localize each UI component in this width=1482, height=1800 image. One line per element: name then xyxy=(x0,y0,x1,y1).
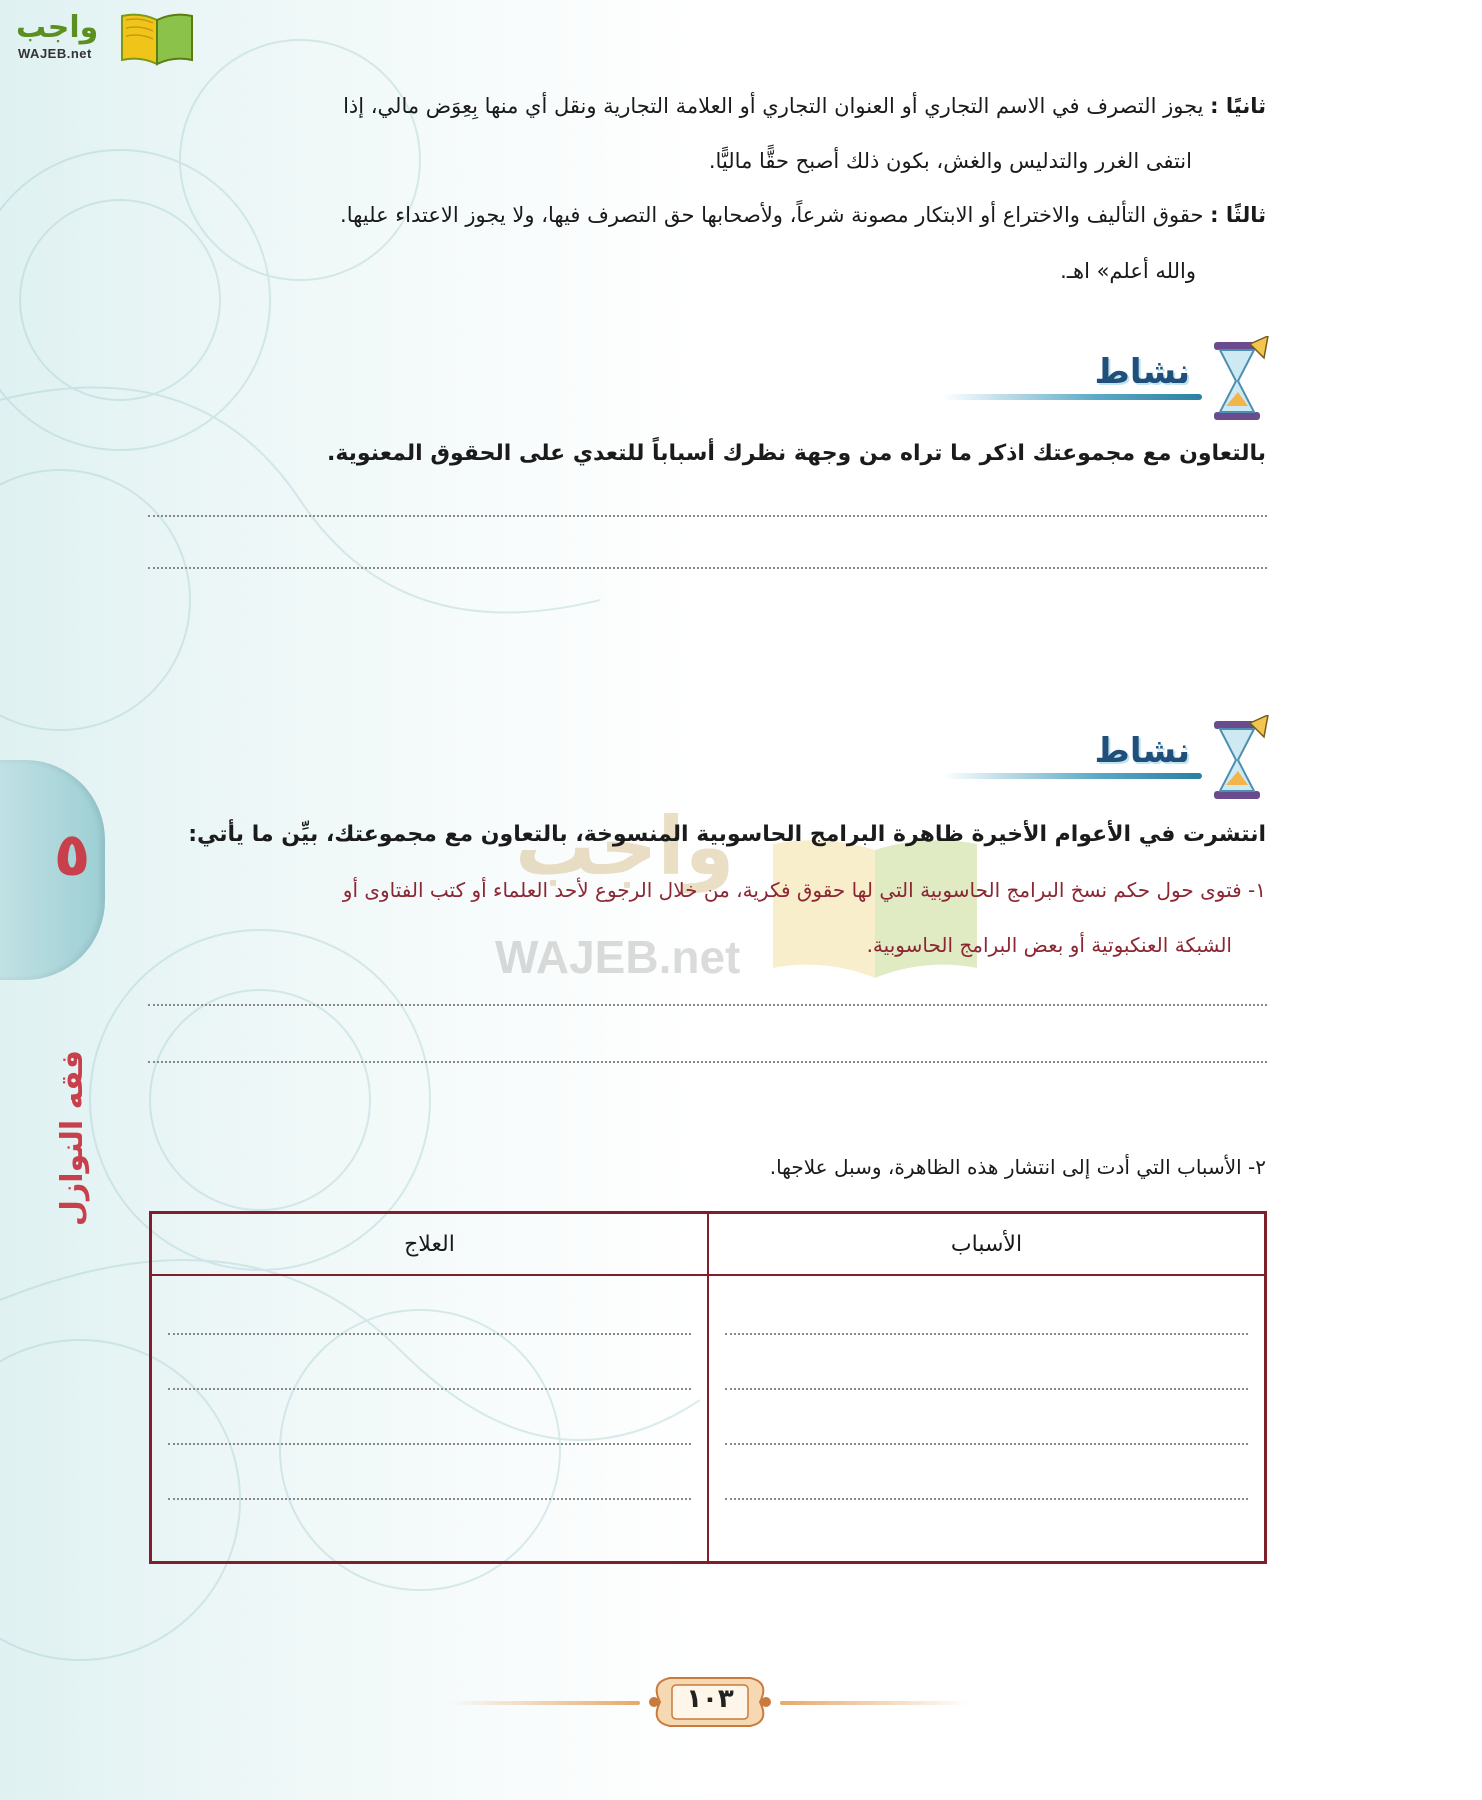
answer-line[interactable] xyxy=(148,1061,1267,1063)
logo-text-en: WAJEB.net xyxy=(18,46,92,61)
table-header-row xyxy=(151,1213,1266,1276)
answer-line[interactable] xyxy=(148,1004,1267,1006)
page-number-ornament xyxy=(450,1672,970,1732)
treatment-lines xyxy=(168,1276,691,1561)
logo-text-ar: واجب xyxy=(16,10,99,45)
answer-line[interactable] xyxy=(168,1333,691,1335)
activity-banner-2 xyxy=(922,715,1282,805)
unit-title: فقه النوازل xyxy=(55,1050,90,1227)
header-causes: الأسباب xyxy=(708,1213,1266,1276)
ornament-line-left xyxy=(450,1701,640,1705)
hourglass-icon xyxy=(1192,336,1282,426)
answer-line[interactable] xyxy=(725,1333,1248,1335)
task-two-text: ٢- الأسباب التي أدت إلى انتشار هذه الظاهرة، وسبل علاجها. xyxy=(769,1155,1266,1179)
item-three-text: حقوق التأليف والاختراع أو الابتكار مصونة شرعاً، ولأصحابها حق التصرف فيها، ولا يجوز الاعتداء عليها. xyxy=(340,203,1204,227)
answer-line[interactable] xyxy=(168,1388,691,1390)
closing-text: والله أعلم» اهـ. xyxy=(1060,259,1196,283)
item-three-paragraph xyxy=(206,202,1266,229)
header-treatment: العلاج xyxy=(151,1213,709,1276)
item-two-continuation: انتفى الغرر والتدليس والغش، بكون ذلك أصبح حقًّا ماليًّا. xyxy=(708,149,1192,173)
activity-one-question: بالتعاون مع مجموعتك اذكر ما تراه من وجهة نظرك أسباباً للتعدي على الحقوق المعنوية. xyxy=(326,441,1266,466)
answer-line[interactable] xyxy=(725,1498,1248,1500)
activity-title-1: نشاط xyxy=(1094,352,1190,392)
answer-line[interactable] xyxy=(725,1443,1248,1445)
table-row xyxy=(151,1275,1266,1563)
answer-line[interactable] xyxy=(168,1498,691,1500)
watermark-text-en: WAJEB.net xyxy=(495,931,741,983)
brand-logo xyxy=(10,6,190,68)
hourglass-icon xyxy=(1192,715,1282,805)
treatment-cell[interactable] xyxy=(151,1275,709,1563)
unit-number: ٥ xyxy=(53,820,91,890)
activity-two-question: انتشرت في الأعوام الأخيرة ظاهرة البرامج الحاسوبية المنسوخة، بالتعاون مع مجموعتك، بيِّن ما يأتي: xyxy=(188,822,1266,847)
causes-lines xyxy=(725,1276,1248,1561)
task-one-line1: ١- فتوى حول حكم نسخ البرامج الحاسوبية التي لها حقوق فكرية، من خلال الرجوع لأحد العلماء أو كتب الفتاوى أو xyxy=(342,878,1266,902)
answer-line[interactable] xyxy=(168,1443,691,1445)
item-three-label: ثالثًا : xyxy=(1210,203,1266,227)
watermark-text-ar: واجب xyxy=(515,800,735,893)
causes-treatment-table xyxy=(149,1211,1267,1564)
item-two-text: يجوز التصرف في الاسم التجاري أو العنوان التجاري أو العلامة التجارية ونقل أي منها بِعِوَض مالي، إذا xyxy=(343,94,1204,118)
book-icon xyxy=(118,10,196,66)
item-two-paragraph xyxy=(206,93,1266,120)
ornament-line-right xyxy=(780,1701,970,1705)
banner-stroke xyxy=(942,773,1202,779)
banner-stroke xyxy=(942,394,1202,400)
answer-line[interactable] xyxy=(725,1388,1248,1390)
answer-line[interactable] xyxy=(148,567,1267,569)
task-one-line2: الشبكة العنكبوتية أو بعض البرامج الحاسوبية. xyxy=(866,933,1232,957)
activity-banner-1 xyxy=(922,336,1282,426)
causes-cell[interactable] xyxy=(708,1275,1266,1563)
page-number: ١٠٣ xyxy=(686,1684,734,1714)
answer-line[interactable] xyxy=(148,515,1267,517)
item-two-label: ثانيًا : xyxy=(1210,94,1266,118)
activity-title-2: نشاط xyxy=(1094,731,1190,771)
